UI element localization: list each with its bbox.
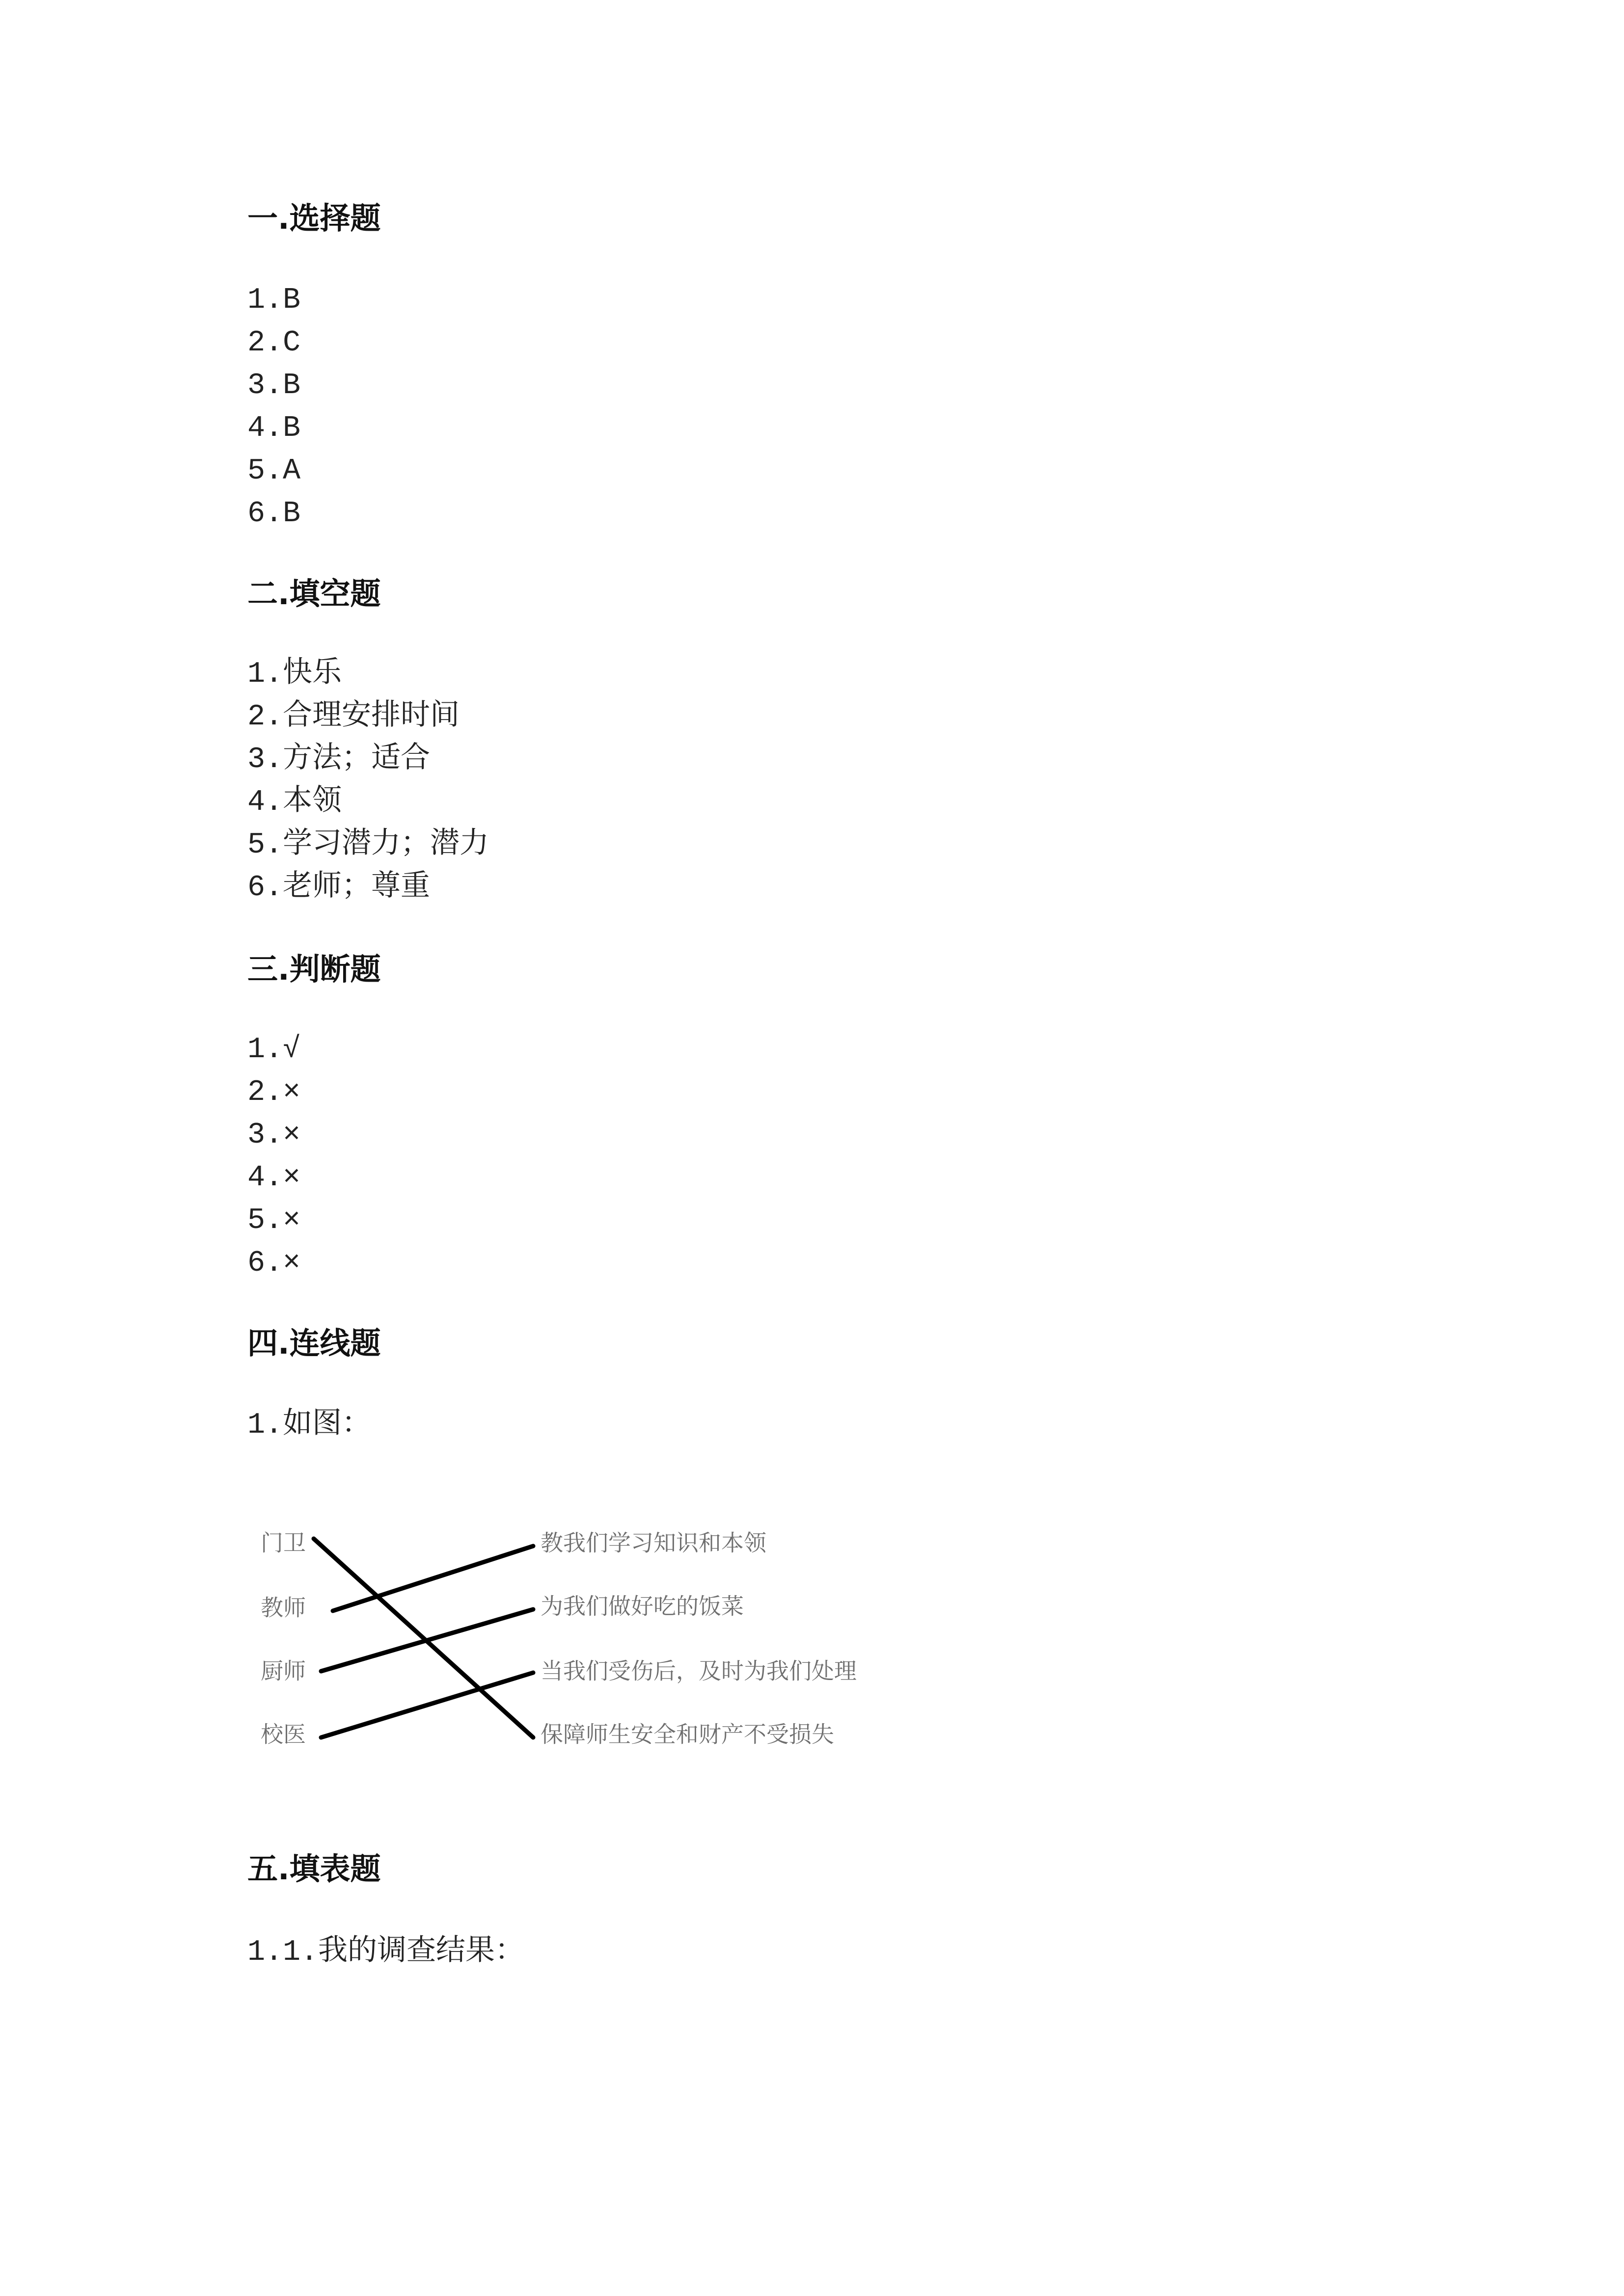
answer-item: 1.B — [247, 284, 301, 317]
answer-item: 3.× — [247, 1119, 301, 1152]
fill-blank-answer-list — [247, 653, 489, 909]
answer-item: 6.× — [247, 1247, 301, 1280]
answer-item: 4.本领 — [247, 786, 342, 819]
answer-item: 4.B — [247, 412, 301, 445]
left-label: 门卫 — [261, 1529, 306, 1556]
answer-item: 1.1.我的调查结果： — [247, 1936, 525, 1969]
section-heading-choice: 一.选择题 — [247, 200, 381, 236]
answer-item: 5.A — [247, 454, 301, 488]
left-label: 教师 — [261, 1594, 306, 1621]
connector-line — [321, 1673, 533, 1737]
right-label: 当我们受伤后，及时为我们处理 — [541, 1657, 857, 1684]
section-heading-matching: 四.连线题 — [247, 1325, 381, 1361]
section-heading-true-false: 三.判断题 — [247, 951, 381, 987]
answer-item: 1.快乐 — [247, 658, 342, 691]
connector-line — [321, 1609, 533, 1671]
connector-line — [333, 1546, 533, 1611]
section-heading-table: 五.填表题 — [247, 1851, 381, 1887]
answer-item: 3.B — [247, 369, 301, 402]
answer-item: 6.B — [247, 497, 301, 531]
true-false-answer-list — [247, 1029, 300, 1285]
answer-item: 3.方法；适合 — [247, 743, 431, 776]
right-label: 保障师生安全和财产不受损失 — [541, 1721, 834, 1748]
answer-item: 2.× — [247, 1076, 301, 1109]
right-label: 为我们做好吃的饭菜 — [541, 1593, 744, 1620]
left-label: 校医 — [261, 1721, 306, 1748]
right-label: 教我们学习知识和本领 — [541, 1529, 766, 1556]
answer-item: 1.如图： — [247, 1409, 372, 1442]
answer-item: 1.√ — [247, 1033, 301, 1067]
answer-item: 6.老师；尊重 — [247, 871, 431, 905]
answer-item: 5.学习潜力；潜力 — [247, 828, 489, 862]
answer-item: 2.合理安排时间 — [247, 700, 460, 734]
section-heading-fill-blank: 二.填空题 — [247, 576, 381, 612]
answer-item: 5.× — [247, 1204, 301, 1237]
answer-item: 4.× — [247, 1161, 301, 1195]
choice-answer-list — [247, 279, 300, 535]
answer-item: 2.C — [247, 326, 301, 360]
matching-diagram — [236, 1512, 923, 1767]
left-label: 厨师 — [261, 1657, 306, 1684]
